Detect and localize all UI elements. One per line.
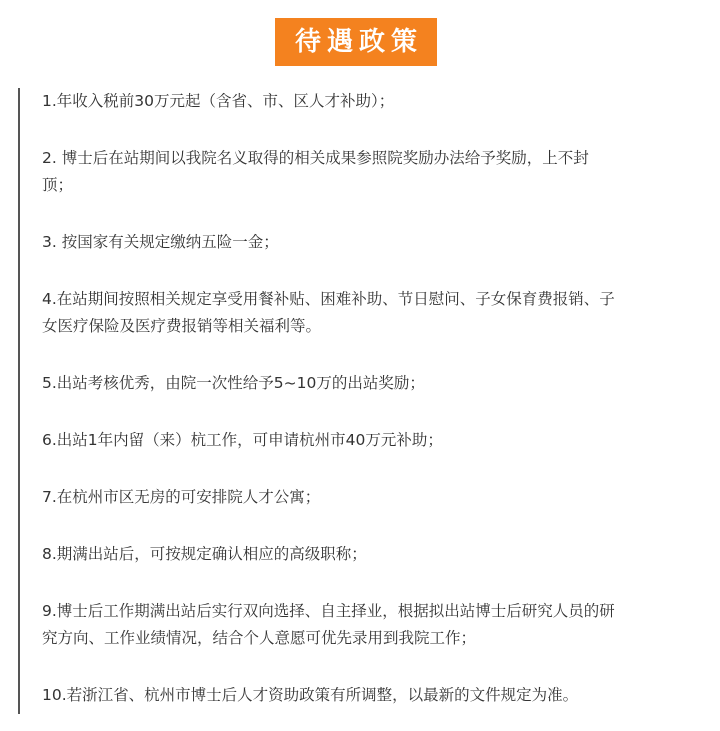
policy-item: 4.在站期间按照相关规定享受用餐补贴、困难补助、节日慰问、子女保育费报销、子女医疗保险及医疗费报销等相关福利等。: [42, 290, 615, 335]
policy-item: 10.若浙江省、杭州市博士后人才资助政策有所调整，以最新的文件规定为准。: [42, 686, 579, 704]
policy-item: 7.在杭州市区无房的可安排院人才公寓；: [42, 488, 321, 506]
section-title: 待遇政策: [275, 18, 437, 66]
policy-item: 1.年收入税前30万元起（含省、市、区人才补助）；: [42, 92, 395, 110]
policy-item: 2. 博士后在站期间以我院名义取得的相关成果参照院奖励办法给予奖励，上不封顶；: [42, 149, 589, 194]
policy-item: 6.出站1年内留（来）杭工作，可申请杭州市40万元补助；: [42, 431, 443, 449]
policy-item: 3. 按国家有关规定缴纳五险一金；: [42, 233, 279, 251]
policy-item: 8.期满出站后，可按规定确认相应的高级职称；: [42, 545, 367, 563]
policy-item: 5.出站考核优秀，由院一次性给予5~10万的出站奖励；: [42, 374, 425, 392]
policy-item: 9.博士后工作期满出站后实行双向选择、自主择业，根据拟出站博士后研究人员的研究方向、工作业绩情况，结合个人意愿可优先录用到我院工作；: [42, 602, 615, 647]
policy-list: [18, 88, 618, 714]
